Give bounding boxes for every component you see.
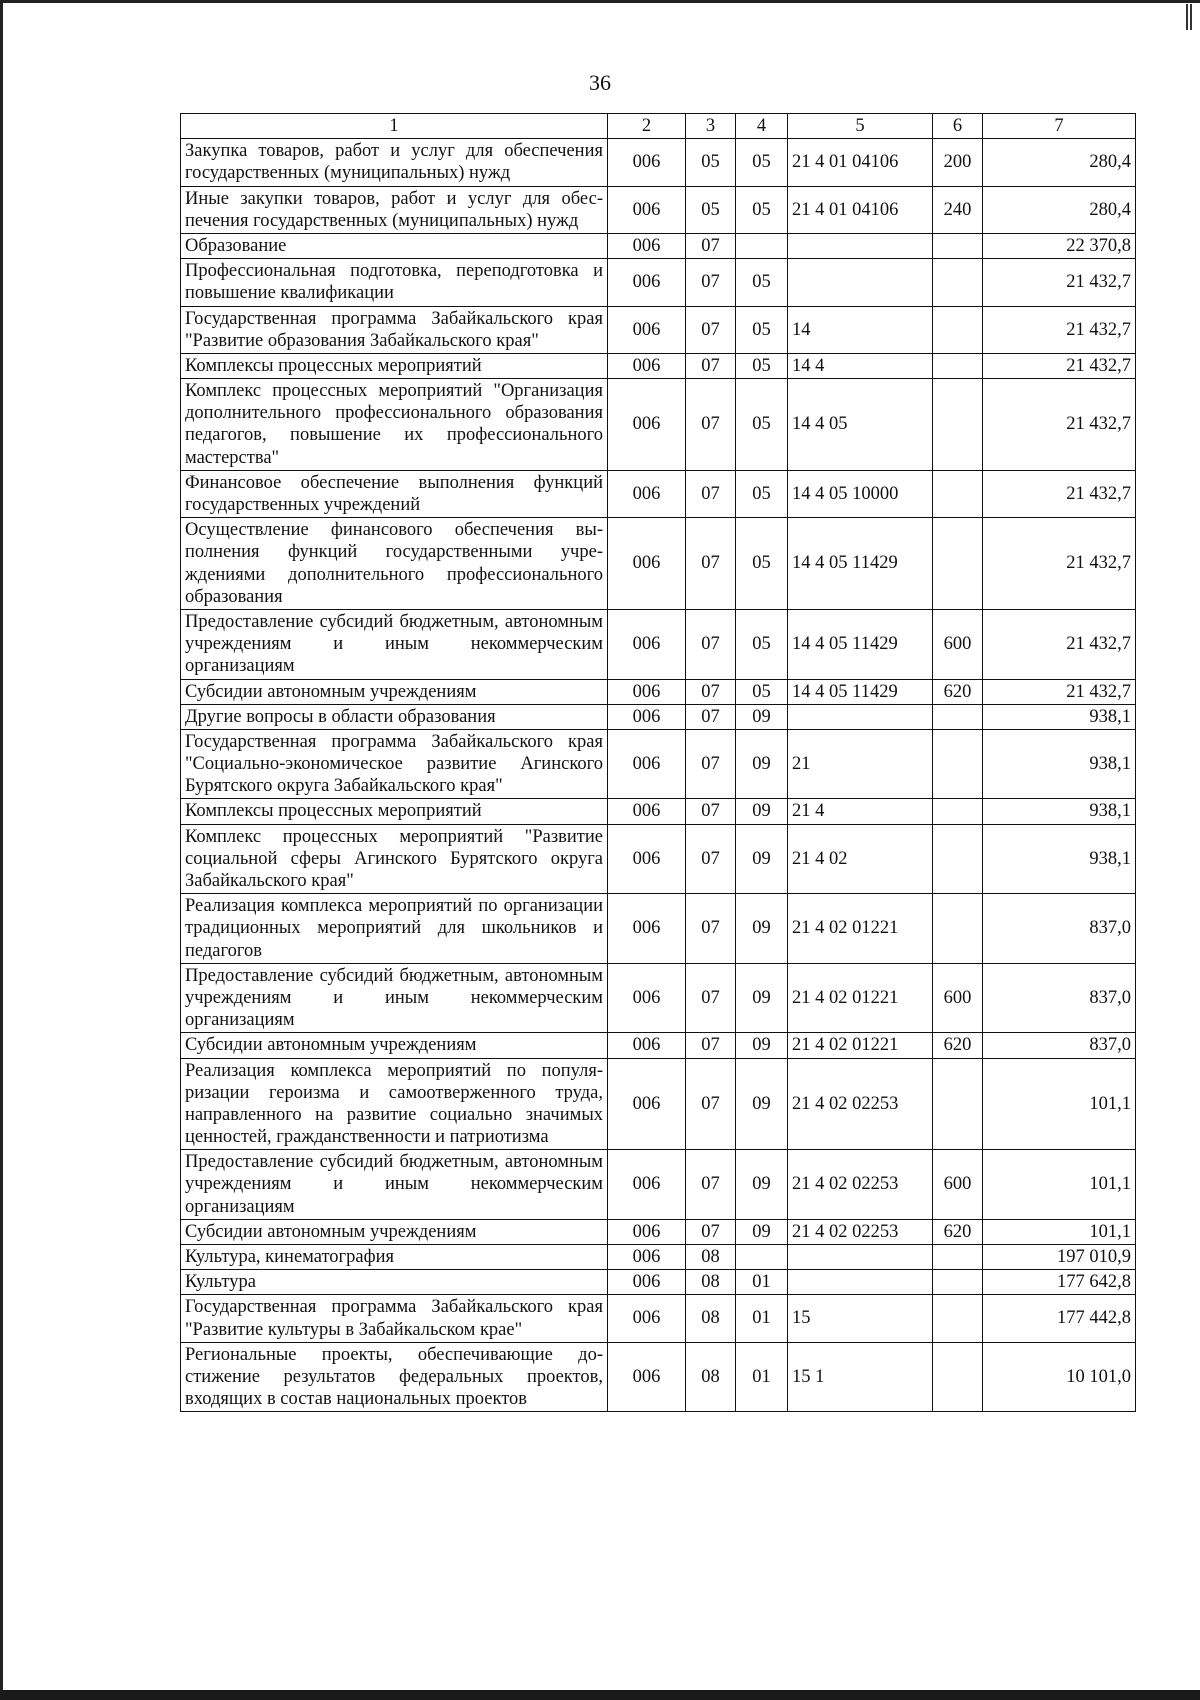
target-article-code: 21 4 01 04106 [788,186,933,233]
page-number: 36 [589,70,611,95]
row-name: Комплекс процессных мероприятий "Организация дополнительного профессионального образования педагогов, повышение их профессионального мастерства" [181,379,608,471]
section-code: 07 [686,679,736,704]
header-cell: 7 [983,114,1136,139]
amount: 177 642,8 [983,1270,1136,1295]
table-row [181,1058,1136,1150]
expense-type-code [933,306,983,353]
row-name: Иные закупки товаров, работ и услуг для обеспечения государственных (муниципальных) нужд [181,186,608,233]
table-row [181,824,1136,894]
amount: 21 432,7 [983,518,1136,610]
table-row [181,470,1136,517]
amount: 837,0 [983,894,1136,964]
amount: 21 432,7 [983,609,1136,679]
table-row [181,379,1136,471]
subsection-code: 05 [736,306,788,353]
table-row [181,894,1136,964]
table-row [181,139,1136,186]
section-code: 07 [686,1219,736,1244]
section-code: 07 [686,704,736,729]
target-article-code: 21 4 02 02253 [788,1058,933,1150]
expense-type-code [933,1245,983,1270]
target-article-code: 15 1 [788,1342,933,1412]
table-row [181,1150,1136,1220]
target-article-code: 15 [788,1295,933,1342]
expense-type-code [933,1270,983,1295]
target-article-code [788,233,933,258]
subsection-code: 01 [736,1342,788,1412]
row-name: Осуществление финансового обеспечения выполнения функций государственными учреждениями дополнительного профессионального образования [181,518,608,610]
subsection-code: 05 [736,518,788,610]
expense-type-code [933,259,983,306]
subsection-code: 05 [736,379,788,471]
expense-type-code [933,233,983,258]
amount: 21 432,7 [983,306,1136,353]
table-row [181,1033,1136,1058]
subsection-code: 05 [736,679,788,704]
target-article-code: 14 4 05 11429 [788,609,933,679]
admin-code: 006 [608,609,686,679]
subsection-code: 09 [736,799,788,824]
scan-mark [1190,4,1192,30]
amount: 21 432,7 [983,379,1136,471]
admin-code: 006 [608,139,686,186]
target-article-code: 21 4 02 01221 [788,894,933,964]
admin-code: 006 [608,518,686,610]
admin-code: 006 [608,470,686,517]
expense-type-code [933,518,983,610]
table-row [181,1245,1136,1270]
subsection-code [736,1245,788,1270]
table-row [181,963,1136,1033]
subsection-code: 05 [736,186,788,233]
section-code: 05 [686,186,736,233]
expense-type-code: 240 [933,186,983,233]
expense-type-code: 200 [933,139,983,186]
subsection-code: 01 [736,1270,788,1295]
amount: 938,1 [983,799,1136,824]
budget-table [180,113,1136,1412]
section-code: 07 [686,729,736,799]
row-name: Финансовое обеспечение выполнения функций государственных учреждений [181,470,608,517]
row-name: Другие вопросы в области образования [181,704,608,729]
expense-type-code: 600 [933,609,983,679]
amount: 21 432,7 [983,353,1136,378]
section-code: 07 [686,609,736,679]
row-name: Предоставление субсидий бюджетным, автономным учреждениям и иным некоммерческим организациям [181,963,608,1033]
admin-code: 006 [608,704,686,729]
subsection-code: 05 [736,609,788,679]
section-code: 07 [686,963,736,1033]
expense-type-code [933,353,983,378]
table-row [181,1342,1136,1412]
admin-code: 006 [608,1219,686,1244]
amount: 21 432,7 [983,679,1136,704]
amount: 837,0 [983,963,1136,1033]
admin-code: 006 [608,679,686,704]
target-article-code: 21 4 02 02253 [788,1219,933,1244]
row-name: Культура, кинематография [181,1245,608,1270]
amount: 280,4 [983,139,1136,186]
target-article-code: 21 4 [788,799,933,824]
expense-type-code [933,824,983,894]
target-article-code: 14 4 05 10000 [788,470,933,517]
section-code: 07 [686,518,736,610]
table-row [181,679,1136,704]
expense-type-code [933,894,983,964]
subsection-code: 05 [736,353,788,378]
row-name: Предоставление субсидий бюджетным, автономным учреждениям и иным некоммерческим организациям [181,1150,608,1220]
section-code: 05 [686,139,736,186]
admin-code: 006 [608,799,686,824]
subsection-code: 09 [736,1033,788,1058]
expense-type-code [933,729,983,799]
expense-type-code [933,379,983,471]
admin-code: 006 [608,1033,686,1058]
header-cell: 2 [608,114,686,139]
subsection-code: 09 [736,1219,788,1244]
row-name: Региональные проекты, обеспечивающие достижение результатов федеральных проектов, входящих в состав национальных проектов [181,1342,608,1412]
target-article-code [788,1270,933,1295]
target-article-code [788,704,933,729]
subsection-code: 09 [736,729,788,799]
admin-code: 006 [608,963,686,1033]
row-name: Комплексы процессных мероприятий [181,353,608,378]
target-article-code: 21 4 02 01221 [788,1033,933,1058]
amount: 938,1 [983,824,1136,894]
subsection-code: 05 [736,139,788,186]
table-row [181,799,1136,824]
header-cell: 5 [788,114,933,139]
target-article-code: 14 4 05 11429 [788,679,933,704]
amount: 101,1 [983,1219,1136,1244]
expense-type-code [933,1058,983,1150]
section-code: 07 [686,799,736,824]
row-name: Государственная программа Забайкальского края "Развитие образования Забайкальского края" [181,306,608,353]
row-name: Государственная программа Забайкальского края "Социально-экономическое развитие Агинского Бурятского округа Забайкальского края" [181,729,608,799]
header-cell: 3 [686,114,736,139]
expense-type-code [933,799,983,824]
target-article-code: 14 [788,306,933,353]
section-code: 07 [686,470,736,517]
target-article-code: 14 4 05 11429 [788,518,933,610]
section-code: 07 [686,1150,736,1220]
scan-border-left [0,0,3,1700]
amount: 197 010,9 [983,1245,1136,1270]
table-row [181,1270,1136,1295]
section-code: 07 [686,379,736,471]
admin-code: 006 [608,233,686,258]
section-code: 08 [686,1270,736,1295]
admin-code: 006 [608,379,686,471]
row-name: Субсидии автономным учреждениям [181,1033,608,1058]
amount: 21 432,7 [983,259,1136,306]
expense-type-code: 620 [933,1033,983,1058]
subsection-code: 01 [736,1295,788,1342]
expense-type-code [933,1295,983,1342]
subsection-code: 09 [736,1058,788,1150]
header-cell: 4 [736,114,788,139]
table-row [181,353,1136,378]
scan-mark [1186,4,1188,30]
row-name: Закупка товаров, работ и услуг для обеспечения государственных (муниципальных) нужд [181,139,608,186]
table-row [181,186,1136,233]
table-row [181,259,1136,306]
admin-code: 006 [608,353,686,378]
expense-type-code [933,1342,983,1412]
table-row [181,1295,1136,1342]
expense-type-code: 600 [933,1150,983,1220]
admin-code: 006 [608,1270,686,1295]
subsection-code: 05 [736,259,788,306]
expense-type-code [933,704,983,729]
admin-code: 006 [608,259,686,306]
expense-type-code: 600 [933,963,983,1033]
row-name: Предоставление субсидий бюджетным, автономным учреждениям и иным некоммерческим организациям [181,609,608,679]
subsection-code [736,233,788,258]
amount: 101,1 [983,1058,1136,1150]
table-row [181,609,1136,679]
admin-code: 006 [608,1342,686,1412]
section-code: 07 [686,259,736,306]
admin-code: 006 [608,729,686,799]
section-code: 08 [686,1245,736,1270]
header-cell: 6 [933,114,983,139]
subsection-code: 09 [736,1150,788,1220]
amount: 938,1 [983,729,1136,799]
amount: 177 442,8 [983,1295,1136,1342]
section-code: 07 [686,1058,736,1150]
target-article-code: 21 4 02 [788,824,933,894]
section-code: 07 [686,824,736,894]
row-name: Комплексы процессных мероприятий [181,799,608,824]
admin-code: 006 [608,894,686,964]
target-article-code: 21 [788,729,933,799]
target-article-code: 21 4 02 01221 [788,963,933,1033]
target-article-code: 21 4 01 04106 [788,139,933,186]
amount: 837,0 [983,1033,1136,1058]
expense-type-code: 620 [933,679,983,704]
section-code: 07 [686,894,736,964]
admin-code: 006 [608,1245,686,1270]
row-name: Культура [181,1270,608,1295]
header-cell: 1 [181,114,608,139]
target-article-code [788,259,933,306]
row-name: Государственная программа Забайкальского края "Развитие культуры в Забайкальском крае" [181,1295,608,1342]
header-row [181,114,1136,139]
amount: 22 370,8 [983,233,1136,258]
table-row [181,518,1136,610]
subsection-code: 09 [736,704,788,729]
target-article-code [788,1245,933,1270]
amount: 10 101,0 [983,1342,1136,1412]
amount: 938,1 [983,704,1136,729]
row-name: Субсидии автономным учреждениям [181,1219,608,1244]
expense-type-code: 620 [933,1219,983,1244]
amount: 280,4 [983,186,1136,233]
section-code: 07 [686,353,736,378]
table-row [181,704,1136,729]
scan-border-top [0,0,1200,3]
row-name: Комплекс процессных мероприятий "Развитие социальной сферы Агинского Бурятского округа Забайкальского края" [181,824,608,894]
section-code: 07 [686,306,736,353]
section-code: 07 [686,233,736,258]
admin-code: 006 [608,1150,686,1220]
amount: 101,1 [983,1150,1136,1220]
table-row [181,306,1136,353]
expense-type-code [933,470,983,517]
section-code: 08 [686,1342,736,1412]
subsection-code: 05 [736,470,788,517]
admin-code: 006 [608,1295,686,1342]
admin-code: 006 [608,1058,686,1150]
row-name: Реализация комплекса мероприятий по организации традиционных мероприятий для школьников и педагогов [181,894,608,964]
admin-code: 006 [608,824,686,894]
admin-code: 006 [608,306,686,353]
section-code: 07 [686,1033,736,1058]
subsection-code: 09 [736,824,788,894]
table-row [181,729,1136,799]
amount: 21 432,7 [983,470,1136,517]
scan-border-bottom [0,1690,1200,1700]
section-code: 08 [686,1295,736,1342]
table-row [181,233,1136,258]
row-name: Реализация комплекса мероприятий по популяризации героизма и самоотверженного труда, направленного на развитие социально значимых ценностей, гражданственности и патриотизма [181,1058,608,1150]
row-name: Профессиональная подготовка, переподготовка и повышение квалификации [181,259,608,306]
target-article-code: 21 4 02 02253 [788,1150,933,1220]
row-name: Субсидии автономным учреждениям [181,679,608,704]
table-row [181,1219,1136,1244]
subsection-code: 09 [736,894,788,964]
row-name: Образование [181,233,608,258]
subsection-code: 09 [736,963,788,1033]
target-article-code: 14 4 [788,353,933,378]
target-article-code: 14 4 05 [788,379,933,471]
admin-code: 006 [608,186,686,233]
